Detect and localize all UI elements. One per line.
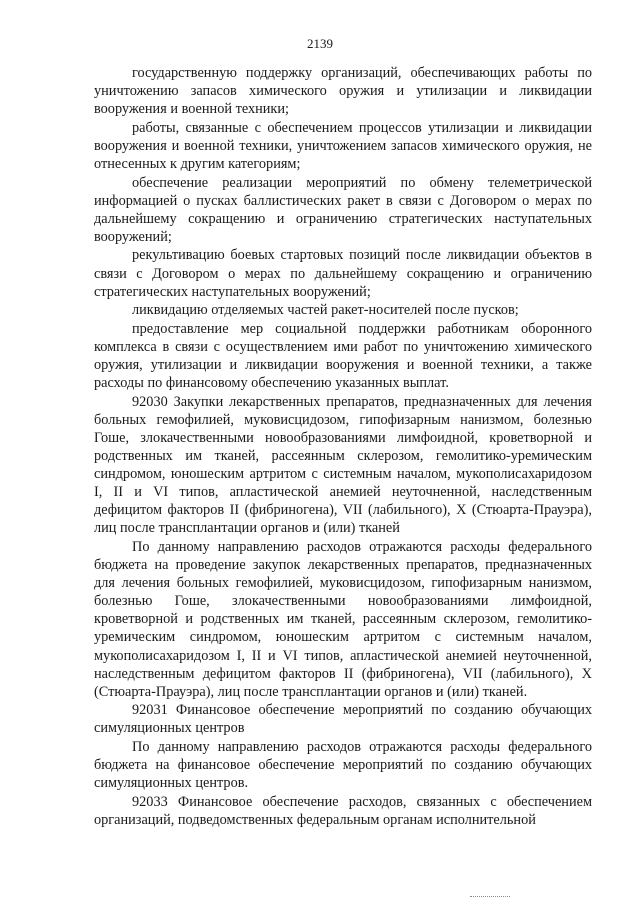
- paragraph-5: ликвидацию отделяемых частей ракет-носителей после пусков;: [132, 302, 519, 319]
- paragraph-3: обеспечение реализации мероприятий по обмену телеметрической информацией о пусках баллистических ракет в связи с Договором о мерах по дальнейшему сокращению и ограничению стратегических наступательных вооружений;: [94, 174, 592, 245]
- paragraph-11: 92033 Финансовое обеспечение расходов, связанных с обеспечением организаций, подведомственных федеральным органам исполнительной: [94, 793, 592, 828]
- paragraph-2: работы, связанные с обеспечением процессов утилизации и ликвидации вооружения и военной техники, уничтожением запасов химического оружия, не отнесенных к другим категориям;: [94, 119, 592, 172]
- paragraph-4: рекультивацию боевых стартовых позиций после ликвидации объектов в связи с Договором о мерах по дальнейшему сокращению и ограничению стратегических наступательных вооружений;: [94, 247, 592, 300]
- scan-edge-mark: [470, 896, 510, 898]
- page-number: 2139: [307, 36, 333, 51]
- paragraph-8: По данному направлению расходов отражаются расходы федерального бюджета на проведение закупок лекарственных препаратов, предназначенных для лечения больных гемофилией, муковисцидозом, гипофизарным нанизмом, болезнью Гоше, злокачественными новообразованиями лимфоидной, кроветворной и родственных им тканей, рассеянным склерозом, гемолитико-уремическим синдромом, юношеским артритом с системным началом, мукополисахаридозом I, II и VI типов, апластической анемией неуточненной, наследственным дефицитом факторов II (фибриногена), VII (лабильного), X (Стюарта-Прауэра), лиц после трансплантации органов и (или) тканей.: [94, 538, 592, 700]
- paragraph-9: 92031 Финансовое обеспечение мероприятий по созданию обучающих симуляционных центров: [94, 702, 592, 737]
- paragraph-1: государственную поддержку организаций, обеспечивающих работы по уничтожению запасов химического оружия и утилизации и ликвидации вооружения и военной техники;: [94, 65, 592, 118]
- paragraph-7: 92030 Закупки лекарственных препаратов, предназначенных для лечения больных гемофилией, муковисцидозом, гипофизарным нанизмом, болезнью Гоше, злокачественными новообразованиями лимфоидной, кроветворной и родственных им тканей, рассеянным склерозом, гемолитико-уремическим синдромом, юношеским артритом с системным началом, мукополисахаридозом I, II и VI типов, апластической анемией неуточненной, наследственным дефицитом факторов II (фибриногена), VII (лабильного), X (Стюарта-Прауэра), лиц после трансплантации органов и (или) тканей: [94, 393, 592, 537]
- document-body: [94, 64, 592, 829]
- paragraph-10: По данному направлению расходов отражаются расходы федерального бюджета на финансовое обеспечение мероприятий по созданию обучающих симуляционных центров.: [94, 738, 592, 792]
- paragraph-6: предоставление мер социальной поддержки работникам оборонного комплекса в связи с осуществлением ими работ по уничтожению химического оружия, утилизации и ликвидации вооружения и военной техники, а также расходы по финансовому обеспечению указанных выплат.: [94, 320, 592, 392]
